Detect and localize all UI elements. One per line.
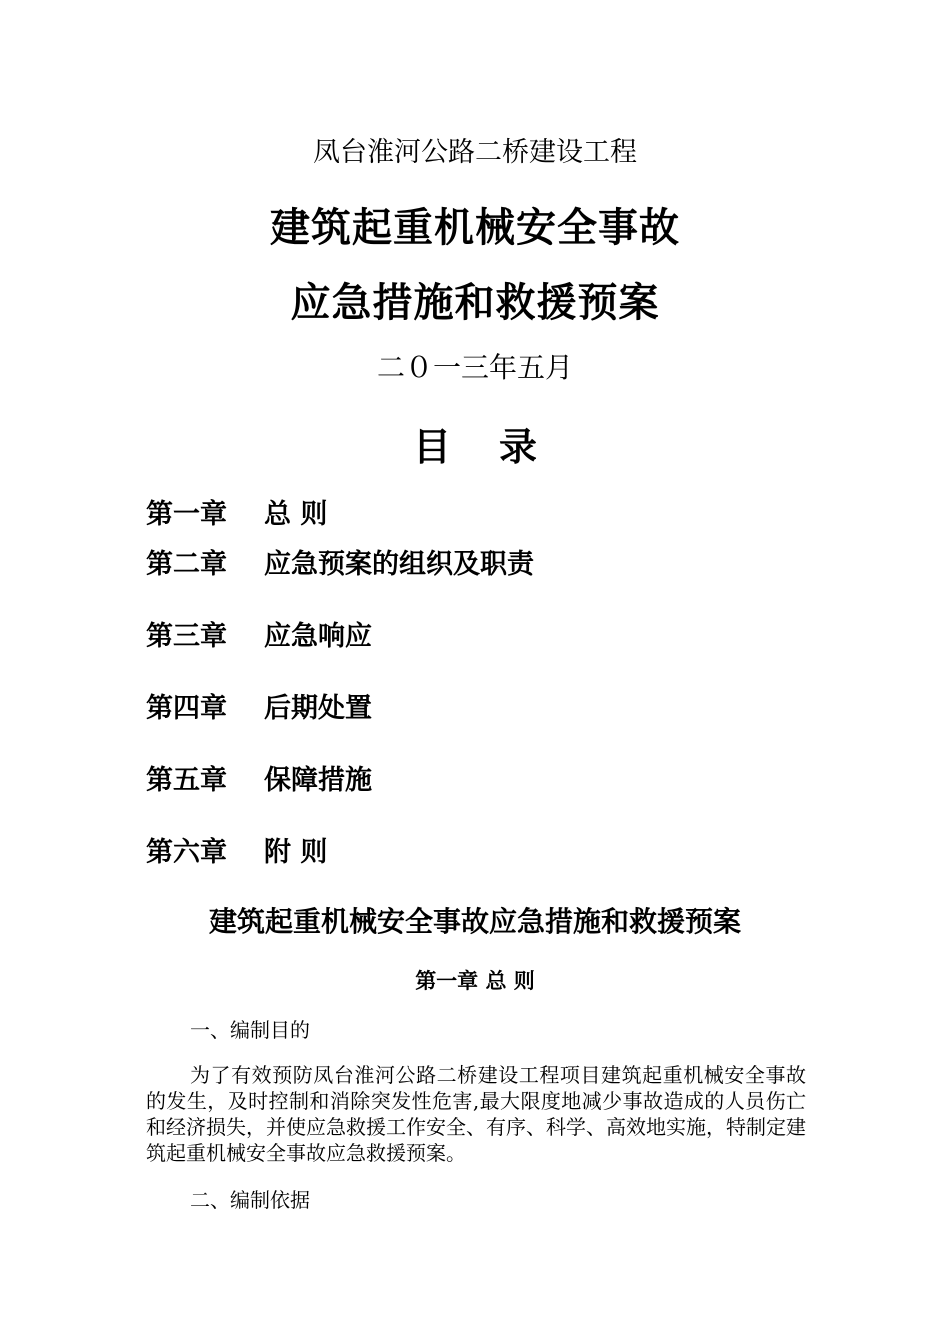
toc-item-chapter: 第二章	[146, 549, 227, 580]
toc-item-title: 应急预案的组织及职责	[264, 549, 534, 580]
project-name: 凤台淮河公路二桥建设工程	[313, 137, 637, 168]
chapter-1-heading: 第一章 总 则	[415, 968, 535, 993]
cover-date: 二０一三年五月	[376, 351, 573, 384]
toc-heading	[0, 416, 950, 471]
toc-item[interactable]	[146, 542, 534, 581]
toc-item-title: 应急响应	[264, 621, 372, 652]
toc-item[interactable]	[146, 614, 372, 653]
toc-item-chapter: 第六章	[146, 837, 227, 868]
section-2-heading: 二、编制依据	[190, 1188, 310, 1212]
toc-item-chapter: 第五章	[146, 765, 227, 796]
toc-item-title: 保障措施	[264, 765, 372, 796]
cover-title-line-1: 建筑起重机械安全事故	[270, 204, 680, 251]
toc-item[interactable]	[146, 492, 327, 531]
toc-heading-char-2: 录	[499, 424, 538, 469]
toc-item[interactable]	[146, 830, 327, 869]
toc-item-title: 后期处置	[264, 693, 372, 724]
section-1-paragraph: 为了有效预防凤台淮河公路二桥建设工程项目建筑起重机械安全事故的发生，及时控制和消除突发性危害,最大限度地减少事故造成的人员伤亡和经济损失，并使应急救援工作安全、有序、科学、高效地实施，特制定建筑起重机械安全事故应急救援预案。	[146, 1063, 806, 1165]
toc-item-chapter: 第三章	[146, 621, 227, 652]
section-1-heading: 一、编制目的	[190, 1018, 310, 1042]
toc-item-title: 附 则	[264, 837, 328, 868]
document-title: 建筑起重机械安全事故应急措施和救援预案	[208, 905, 741, 938]
toc-item[interactable]	[146, 686, 372, 725]
toc-heading-char-1: 目	[412, 424, 451, 469]
toc-item-chapter: 第一章	[146, 499, 227, 530]
toc-item-title: 总 则	[264, 499, 328, 530]
cover-title-line-2: 应急措施和救援预案	[290, 279, 660, 326]
toc-item-chapter: 第四章	[146, 693, 227, 724]
toc-item[interactable]	[146, 758, 372, 797]
